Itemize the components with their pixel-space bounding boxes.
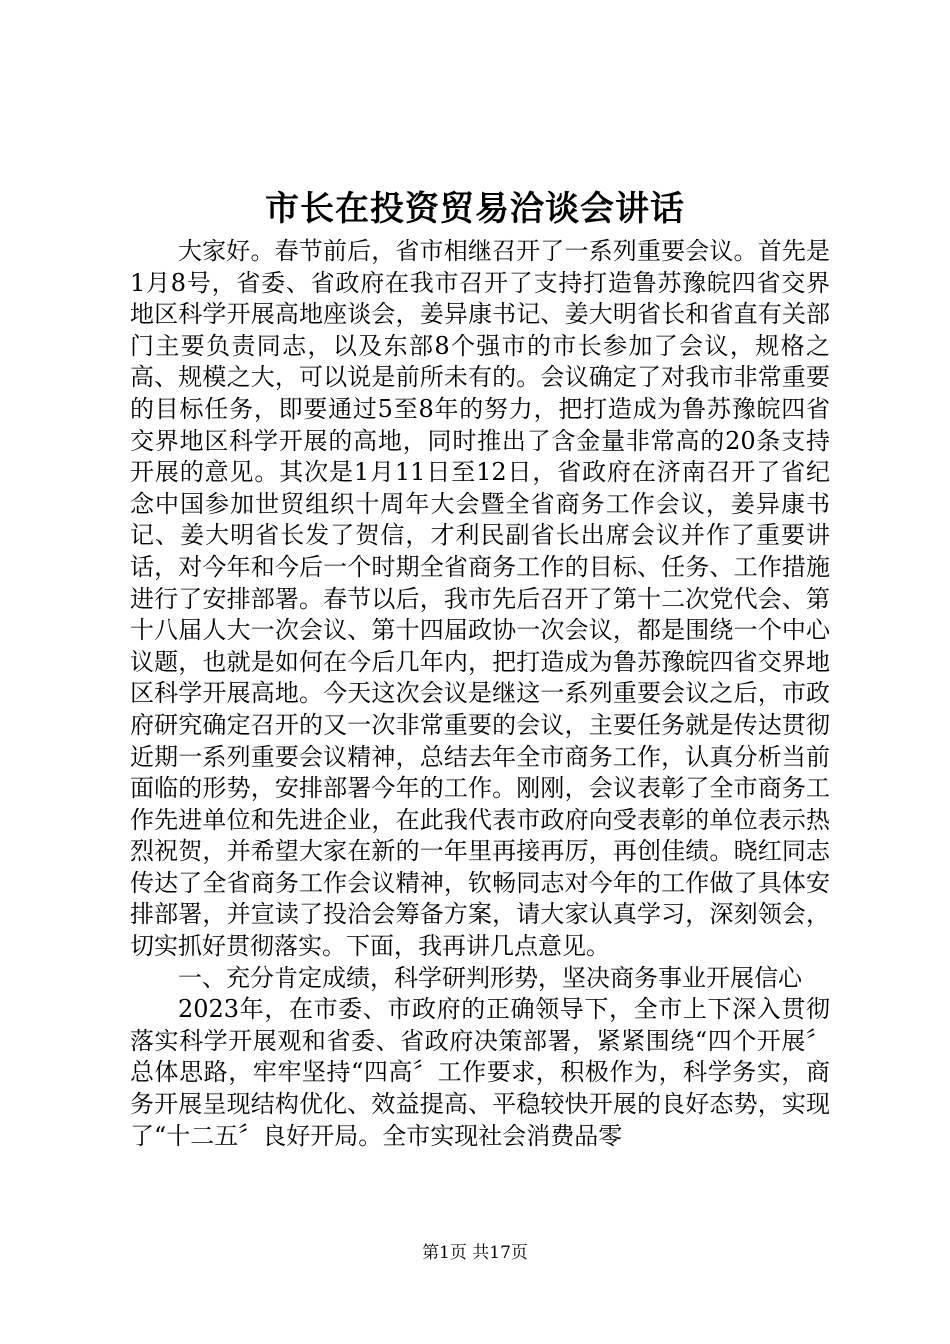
section-heading: 一、充分肯定成绩，科学研判形势，坚决商务事业开展信心 xyxy=(178,963,802,992)
document-body xyxy=(130,236,830,1152)
paragraph: 2023年，在市委、市政府的正确领导下，全市上下深入贯彻落实科学开展观和省委、省政府决策部署，紧紧围绕“四个开展〞总体思路，牢牢坚持“四高〞工作要求，积极作为，科学务实，商务开展呈现结构优化、效益提高、平稳较快开展的良好态势，实现了“十二五〞良好开局。全市实现社会消费品零 xyxy=(130,995,830,1150)
document-title: 市长在投资贸易洽谈会讲话 xyxy=(265,189,685,229)
paragraph: 大家好。春节前后，省市相继召开了一系列重要会议。首先是1月8号，省委、省政府在我市召开了支持打造鲁苏豫皖四省交界地区科学开展高地座谈会，姜异康书记、姜大明省长和省直有关部门主要负责同志，以及东部8个强市的市长参加了会议，规格之高、规模之大，可以说是前所未有的。会议确定了对我市非常重要的目标任务，即要通过5至8年的努力，把打造成为鲁苏豫皖四省交界地区科学开展的高地，同时推出了含金量非常高的20条支持开展的意见。其次是1月11日至12日，省政府在济南召开了省纪念中国参加世贸组织十周年大会暨全省商务工作会议，姜异康书记、姜大明省长发了贺信，才利民副省长出席会议并作了重要讲话，对今年和今后一个时期全省商务工作的目标、任务、工作措施进行了安排部署。春节以后，我市先后召开了第十二次党代会、第十八届人大一次会议、第十四届政协一次会议，都是围绕一个中心议题，也就是如何在今后几年内，把打造成为鲁苏豫皖四省交界地区科学开展高地。今天这次会议是继这一系列重要会议之后，市政府研究确定召开的又一次非常重要的会议，主要任务就是传达贯彻近期一系列重要会议精神，总结去年全市商务工作，认真分析当前面临的形势，安排部署今年的工作。刚刚，会议表彰了全市商务工作先进单位和先进企业，在此我代表市政府向受表彰的单位表示热烈祝贺，并希望大家在新的一年里再接再厉，再创佳绩。晓红同志传达了全省商务工作会议精神，钦畅同志对今年的工作做了具体安排部署，并宣读了投洽会筹备方案，请大家认真学习，深刻领会，切实抓好贯彻落实。下面，我再讲几点意见。 xyxy=(130,237,830,961)
page-footer: 第1页 共17页 xyxy=(422,1243,528,1263)
